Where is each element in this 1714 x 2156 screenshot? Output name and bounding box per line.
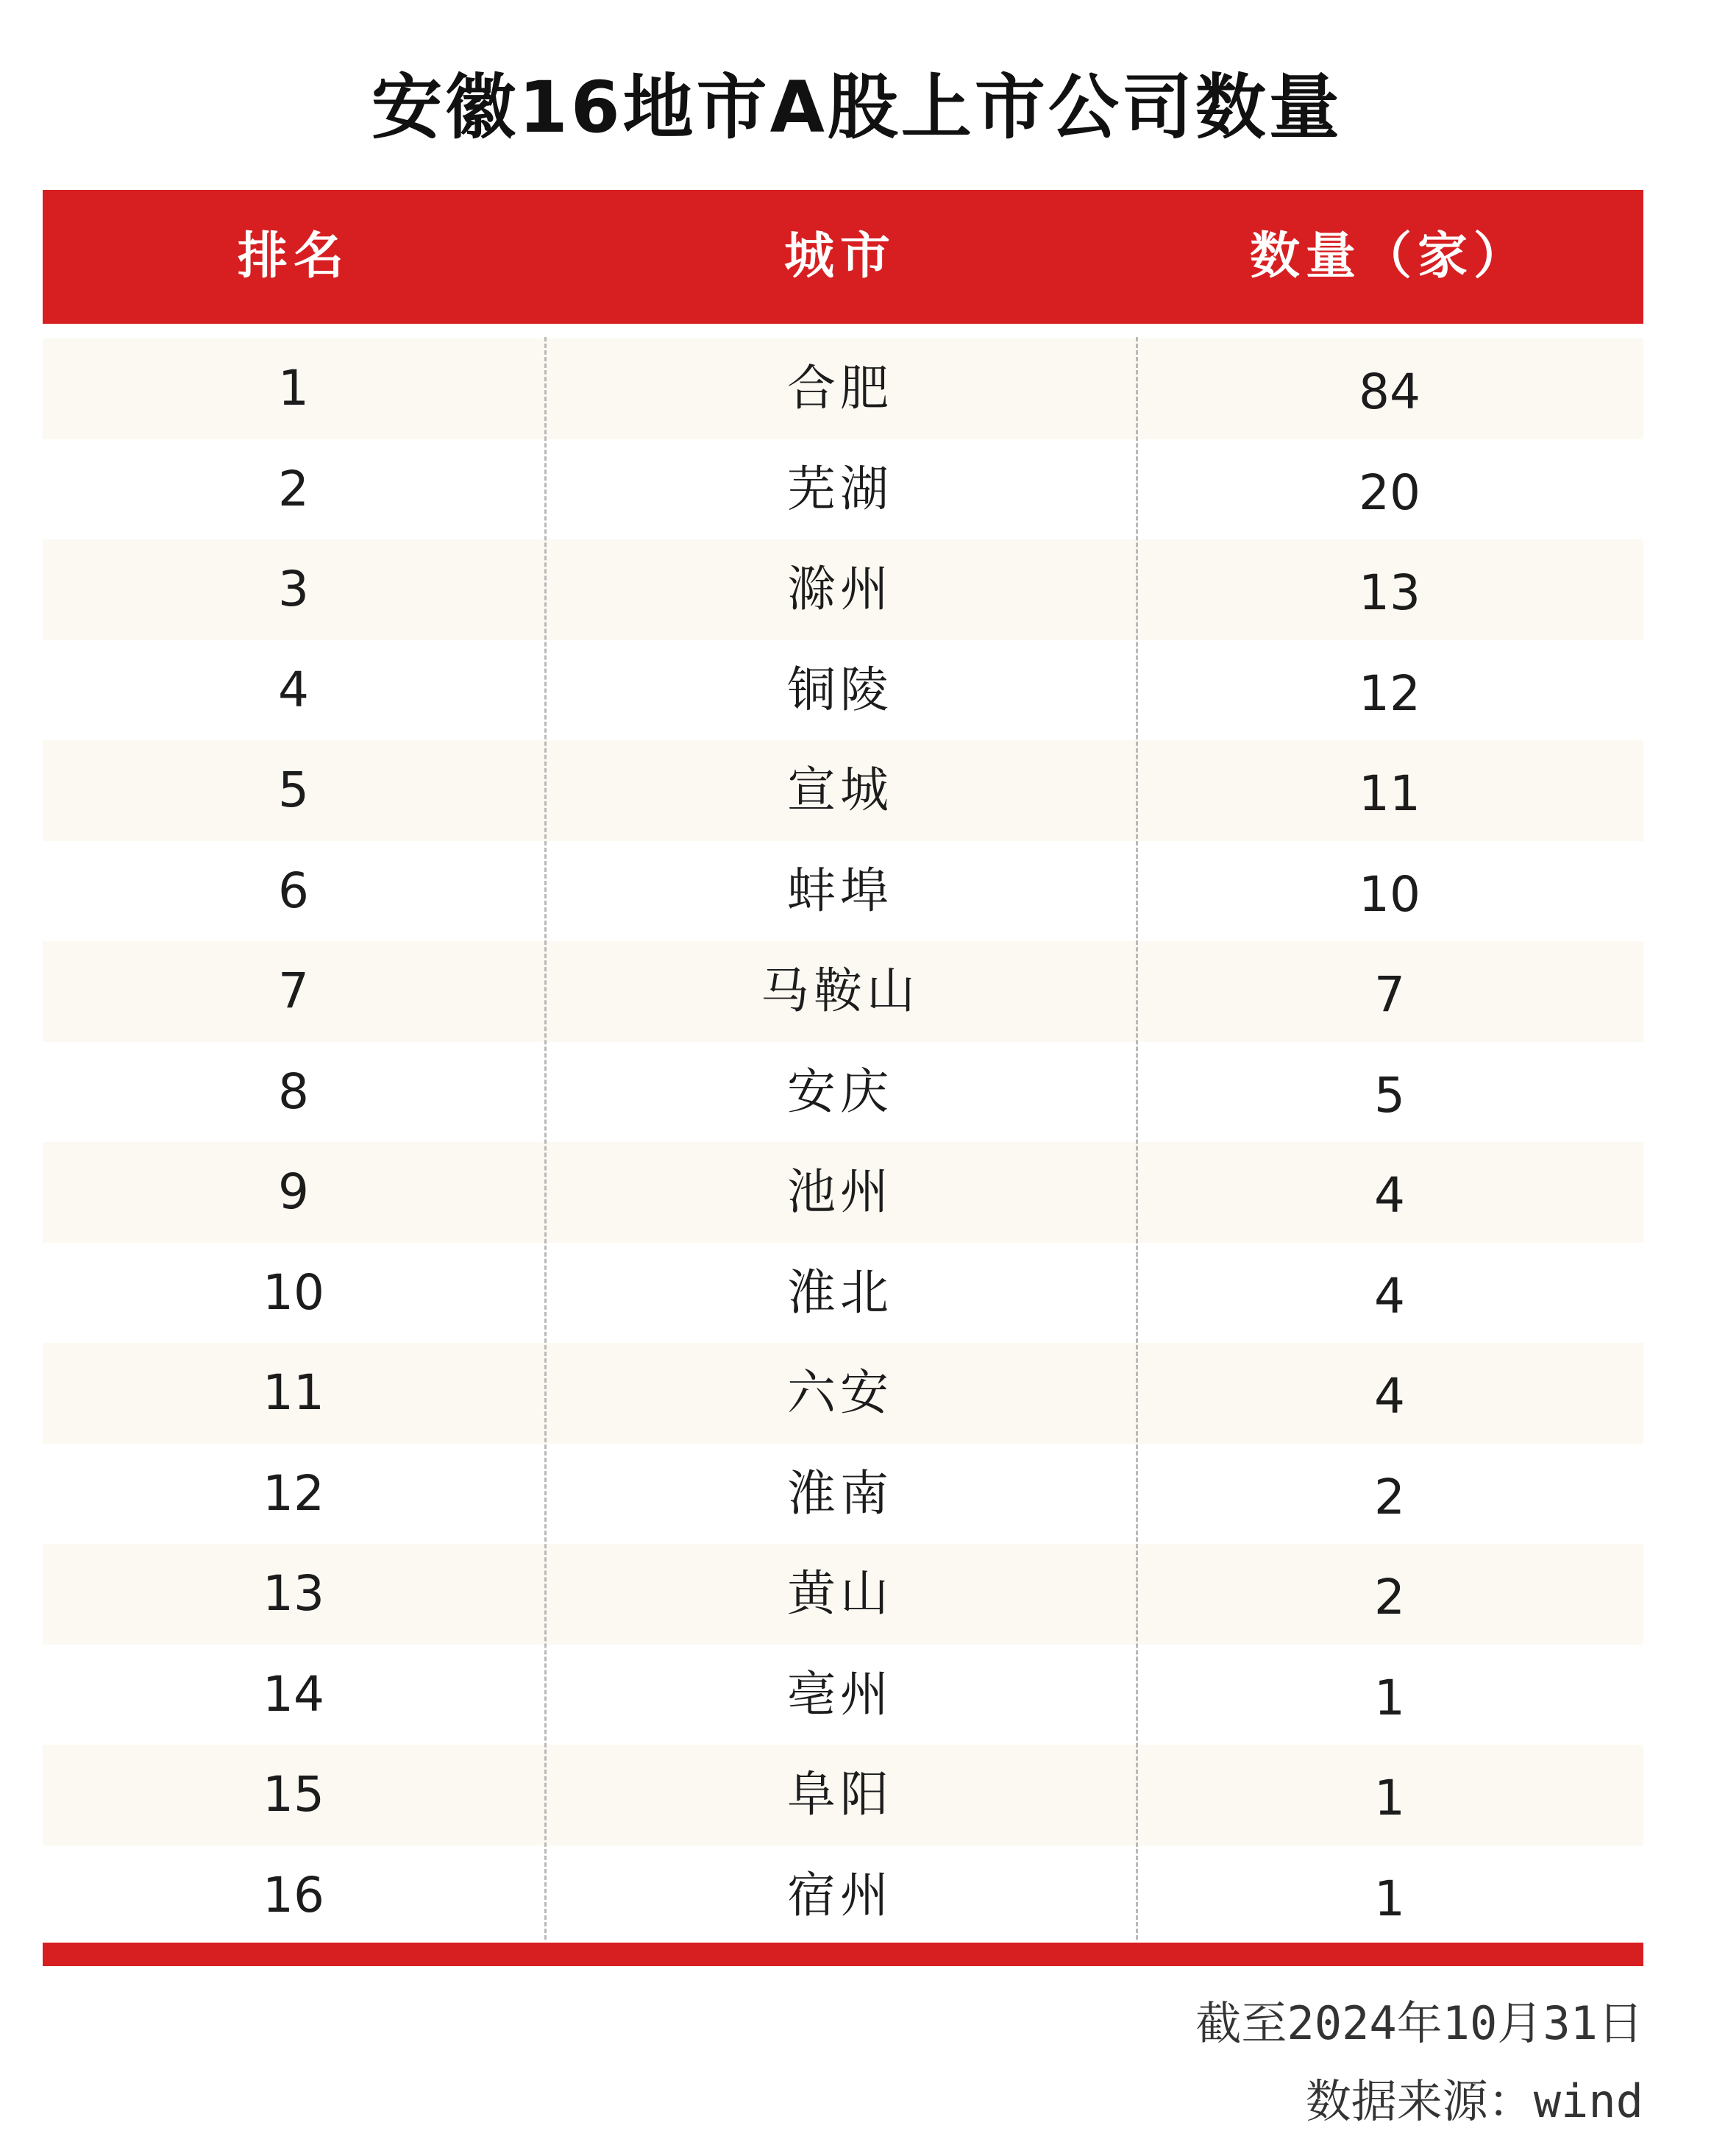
rank-cell: 6 — [278, 862, 309, 919]
table-row — [43, 1444, 1643, 1545]
header-city: 城市 — [783, 227, 896, 286]
rank-cell: 9 — [278, 1163, 309, 1221]
table-row — [43, 640, 1643, 741]
city-cell: 淮南 — [787, 1464, 893, 1522]
table-row — [43, 1243, 1643, 1344]
table-header — [43, 190, 1643, 324]
table-row — [43, 1142, 1643, 1243]
city-cell: 芜湖 — [787, 460, 893, 517]
city-cell: 亳州 — [787, 1665, 893, 1723]
table-row — [43, 1845, 1643, 1946]
date-note: 截至2024年10月31日 — [1195, 1996, 1643, 2050]
table-row — [43, 1745, 1643, 1845]
city-cell: 淮北 — [787, 1263, 893, 1321]
count-cell: 1 — [1374, 1770, 1405, 1827]
page-title: 安徽16地市A股上市公司数量 — [371, 66, 1343, 149]
city-cell: 安庆 — [787, 1063, 893, 1120]
count-cell: 4 — [1374, 1167, 1405, 1224]
count-cell: 2 — [1374, 1468, 1405, 1525]
count-cell: 4 — [1374, 1368, 1405, 1425]
source-note: 数据来源：wind — [1305, 2074, 1643, 2128]
rank-cell: 13 — [263, 1565, 324, 1623]
city-cell: 合肥 — [787, 360, 893, 417]
table-row — [43, 338, 1643, 439]
city-cell: 铜陵 — [787, 661, 893, 718]
header-rank: 排名 — [237, 227, 349, 286]
count-cell: 4 — [1374, 1267, 1405, 1325]
rank-cell: 12 — [263, 1464, 324, 1522]
rank-cell: 14 — [263, 1665, 324, 1723]
table-row — [43, 941, 1643, 1042]
city-cell: 六安 — [787, 1364, 893, 1422]
count-cell: 20 — [1359, 464, 1420, 521]
city-cell: 池州 — [787, 1163, 893, 1221]
city-cell: 黄山 — [787, 1565, 893, 1623]
city-cell: 马鞍山 — [761, 962, 920, 1020]
rank-cell: 2 — [278, 460, 309, 517]
header-count: 数量（家） — [1249, 227, 1529, 286]
count-cell: 7 — [1374, 966, 1405, 1024]
rank-cell: 11 — [263, 1364, 324, 1422]
rank-cell: 15 — [263, 1766, 324, 1823]
count-cell: 2 — [1374, 1569, 1405, 1626]
city-cell: 宿州 — [787, 1866, 893, 1923]
count-cell: 1 — [1374, 1669, 1405, 1726]
table-row — [43, 1343, 1643, 1444]
count-cell: 12 — [1359, 664, 1420, 722]
count-cell: 84 — [1359, 364, 1420, 421]
column-divider-1 — [544, 337, 547, 1940]
rank-cell: 7 — [278, 962, 309, 1020]
table-bottom-bar — [43, 1943, 1643, 1966]
count-cell: 5 — [1374, 1066, 1405, 1124]
city-cell: 阜阳 — [787, 1766, 893, 1823]
table-row — [43, 1544, 1643, 1645]
count-cell: 13 — [1359, 564, 1420, 622]
company-count-table — [43, 190, 1643, 1946]
count-cell: 1 — [1374, 1870, 1405, 1927]
table-row — [43, 1645, 1643, 1745]
rank-cell: 16 — [263, 1866, 324, 1923]
rank-cell: 10 — [263, 1263, 324, 1321]
table-body — [43, 324, 1643, 1946]
rank-cell: 5 — [278, 762, 309, 819]
rank-cell: 3 — [278, 561, 309, 618]
column-divider-2 — [1136, 337, 1138, 1940]
table-row — [43, 740, 1643, 841]
city-cell: 蚌埠 — [787, 862, 893, 919]
table-row — [43, 841, 1643, 942]
rank-cell: 8 — [278, 1063, 309, 1120]
table-row — [43, 1042, 1643, 1143]
city-cell: 宣城 — [787, 762, 893, 819]
count-cell: 11 — [1359, 765, 1420, 823]
count-cell: 10 — [1359, 865, 1420, 923]
rank-cell: 1 — [278, 360, 309, 417]
rank-cell: 4 — [278, 661, 309, 718]
table-row — [43, 539, 1643, 640]
city-cell: 滁州 — [787, 561, 893, 618]
table-row — [43, 439, 1643, 540]
